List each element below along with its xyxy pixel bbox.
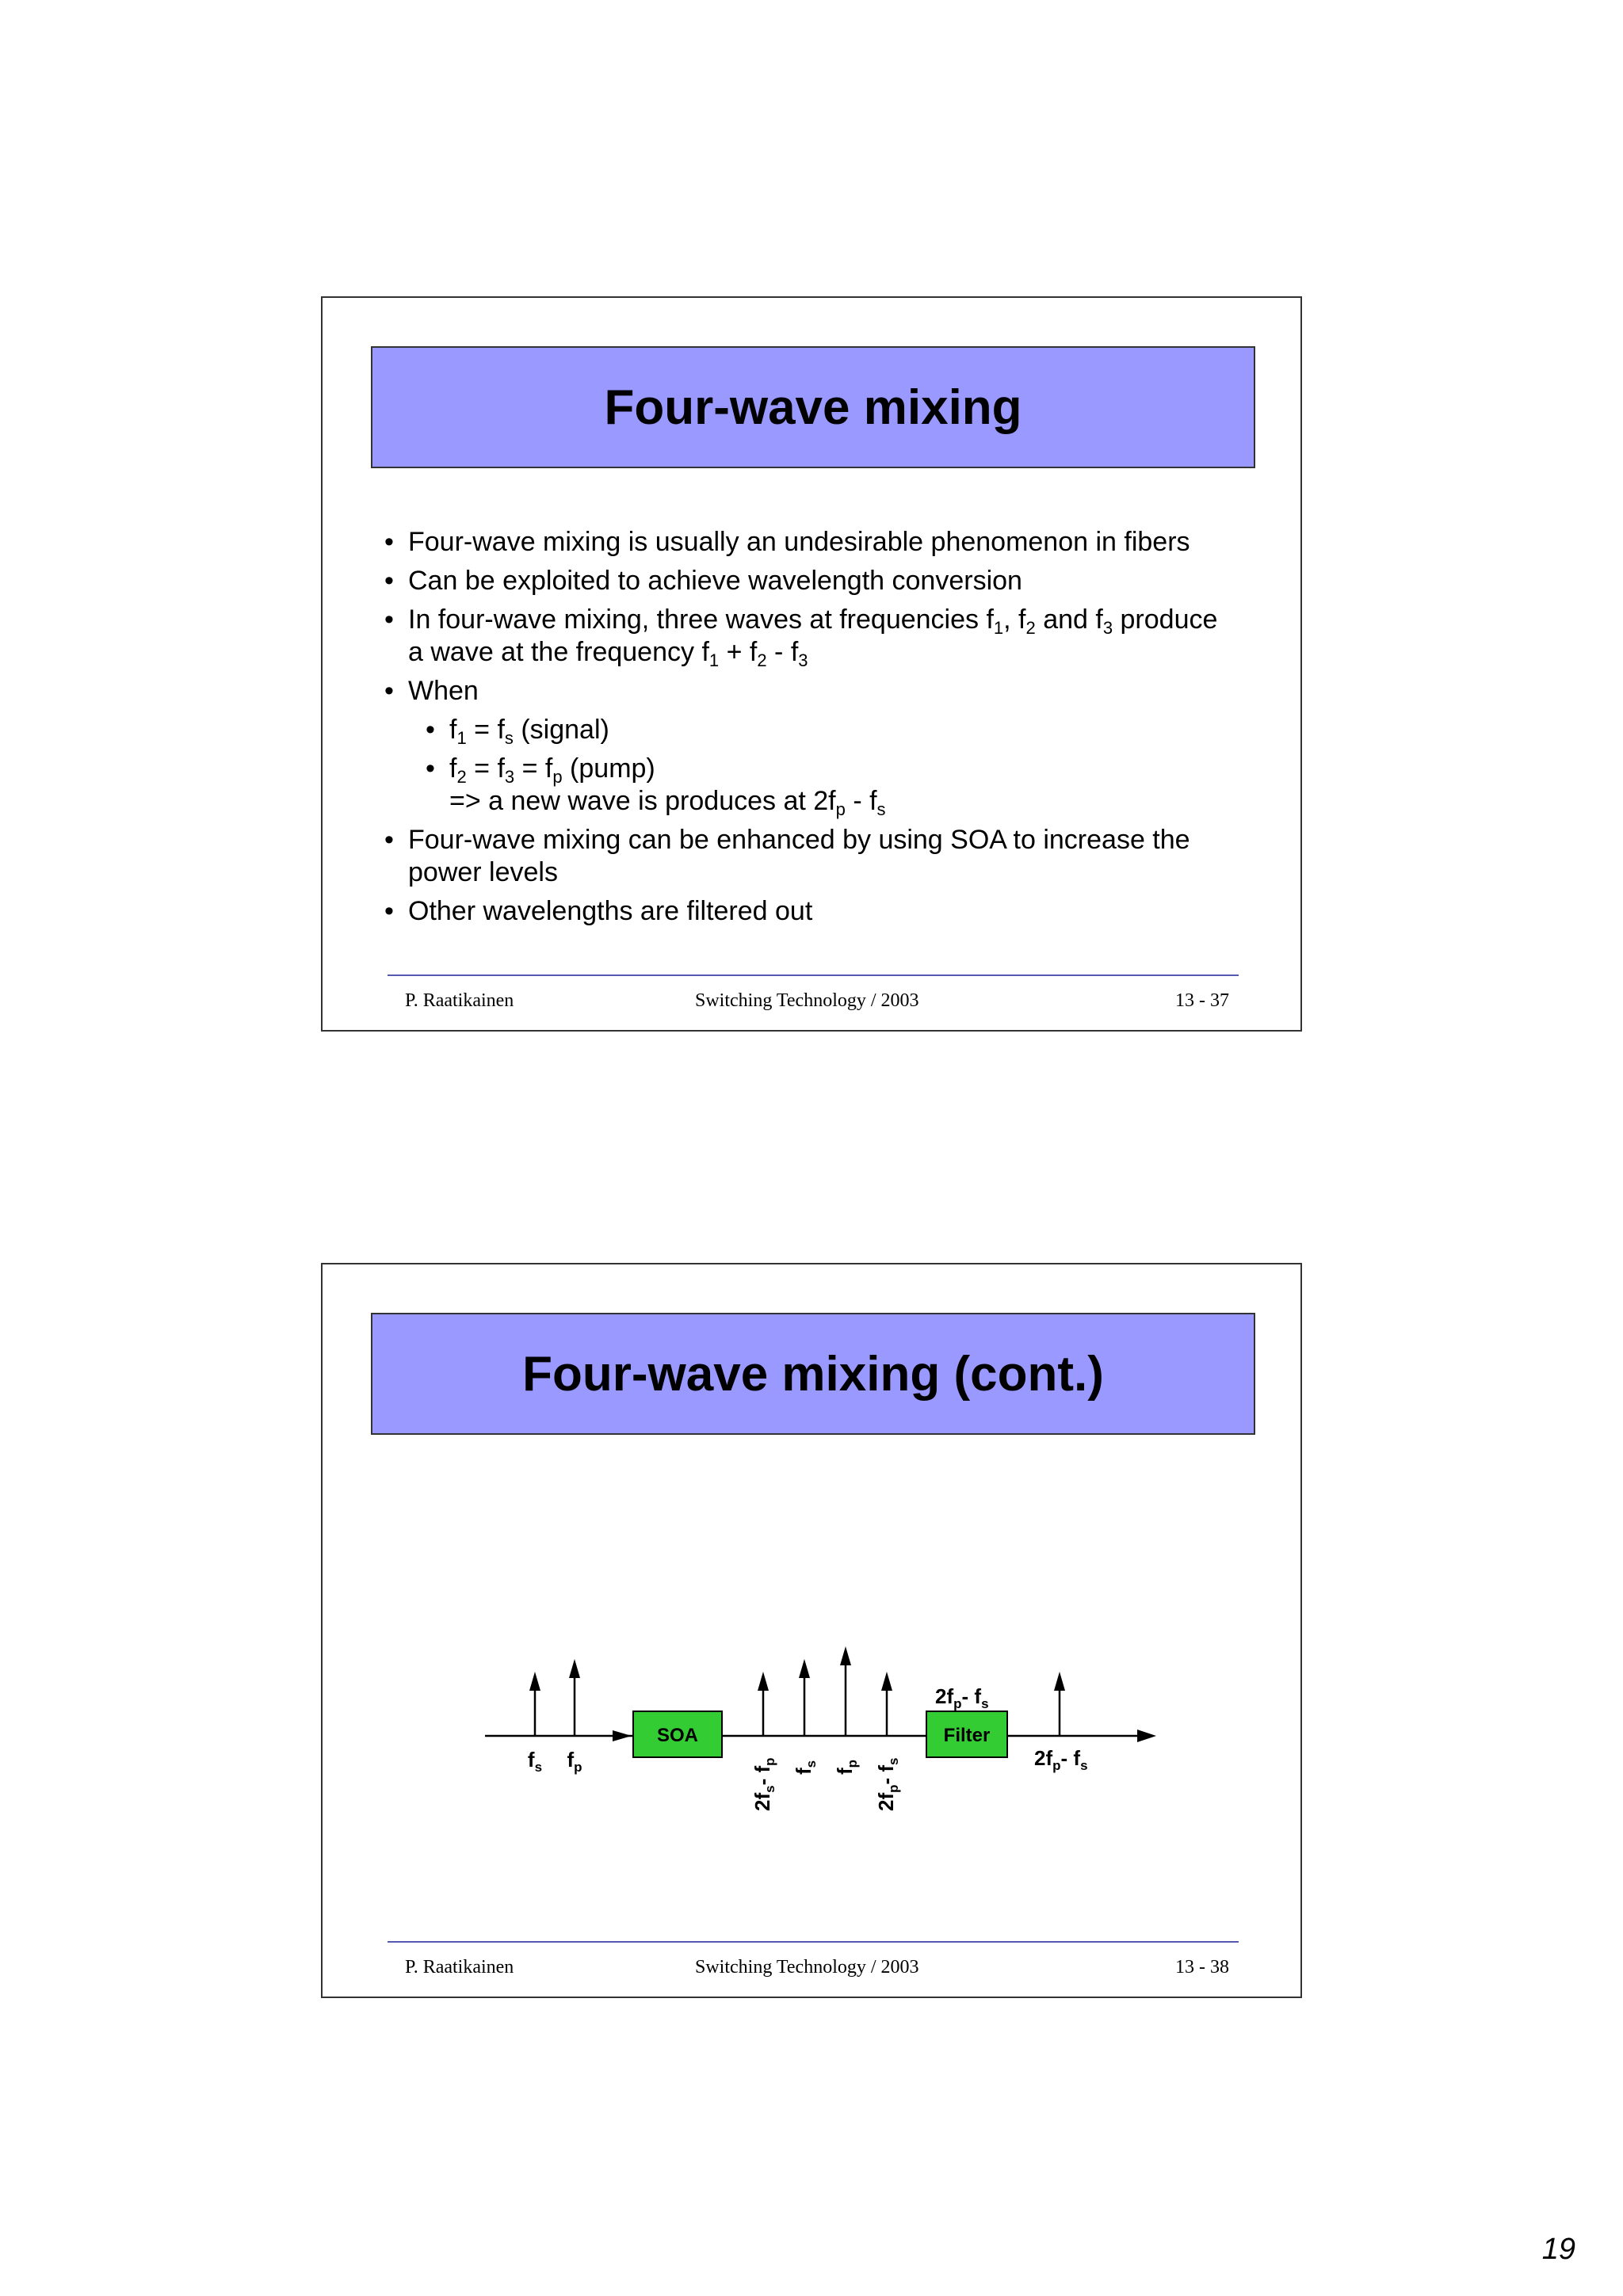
slide-13-37	[321, 296, 1302, 1032]
footer-author: P. Raatikainen	[405, 990, 514, 1011]
bullet-item: • Can be exploited to achieve wavelength conversion	[384, 565, 1256, 597]
soa-input-arrowhead	[613, 1730, 632, 1741]
filter-label: Filter	[943, 1725, 991, 1746]
filter-top-label: $2f_p-$ $f_s$	[935, 1684, 989, 1711]
bullet-item: • In four-wave mixing, three waves at frequencies $f_1$, $f_2$ and $f_3$ produce a wave at the frequency $f_1 + f_2 - f_3$	[384, 604, 1256, 669]
output-spectrum-arrow	[1054, 1672, 1065, 1736]
page-number: 19	[1541, 2233, 1575, 2266]
input-spectrum-arrows	[529, 1659, 580, 1736]
footer-divider	[388, 974, 1239, 976]
bullet-list	[384, 526, 1256, 934]
bullet-item: • Other wavelengths are filtered out	[384, 895, 1256, 928]
bullet-item: • Four-wave mixing is usually an undesirable phenomenon in fibers	[384, 526, 1256, 559]
footer-course: Switching Technology / 2003	[695, 990, 919, 1011]
footer-slide-number: 13 - 38	[1175, 1957, 1229, 1978]
footer-author: P. Raatikainen	[405, 1957, 514, 1978]
footer-course: Switching Technology / 2003	[695, 1957, 919, 1978]
axis-arrowhead	[1137, 1730, 1156, 1742]
fwm-diagram	[323, 1264, 1304, 2000]
sub-bullet-item: • $f_2 = f_3 = f_p$ (pump) => a new wave is produces at $2f_p - f_s$	[426, 753, 1256, 818]
slide-13-38	[321, 1263, 1302, 1998]
mid-label-2fp-fs: $2f_p-$ $f_s$	[874, 1757, 901, 1811]
slide-title: Four-wave mixing	[604, 379, 1022, 435]
output-label: $2f_p-$ $f_s$	[1034, 1746, 1088, 1773]
input-label-fs: $f_s$	[527, 1748, 543, 1775]
bullet-item: • When	[384, 675, 1256, 707]
footer-slide-number: 13 - 37	[1175, 990, 1229, 1011]
slide-title-box	[371, 346, 1255, 468]
slide-title: Four-wave mixing (cont.)	[522, 1346, 1104, 1402]
bullet-item: • Four-wave mixing can be enhanced by using SOA to increase the power levels	[384, 824, 1256, 889]
soa-label: SOA	[656, 1725, 699, 1746]
mid-spectrum-arrows	[758, 1646, 892, 1736]
mid-label-fp: $f_p$	[833, 1759, 860, 1775]
footer-divider	[388, 1941, 1239, 1943]
sub-bullet-item: • $f_1 = f_s$ (signal)	[426, 714, 1256, 746]
mid-label-2fs-fp: $2f_s-$ $f_p$	[750, 1757, 777, 1811]
mid-label-fs: $f_s$	[792, 1760, 819, 1775]
input-label-fp: $f_p$	[567, 1748, 582, 1775]
